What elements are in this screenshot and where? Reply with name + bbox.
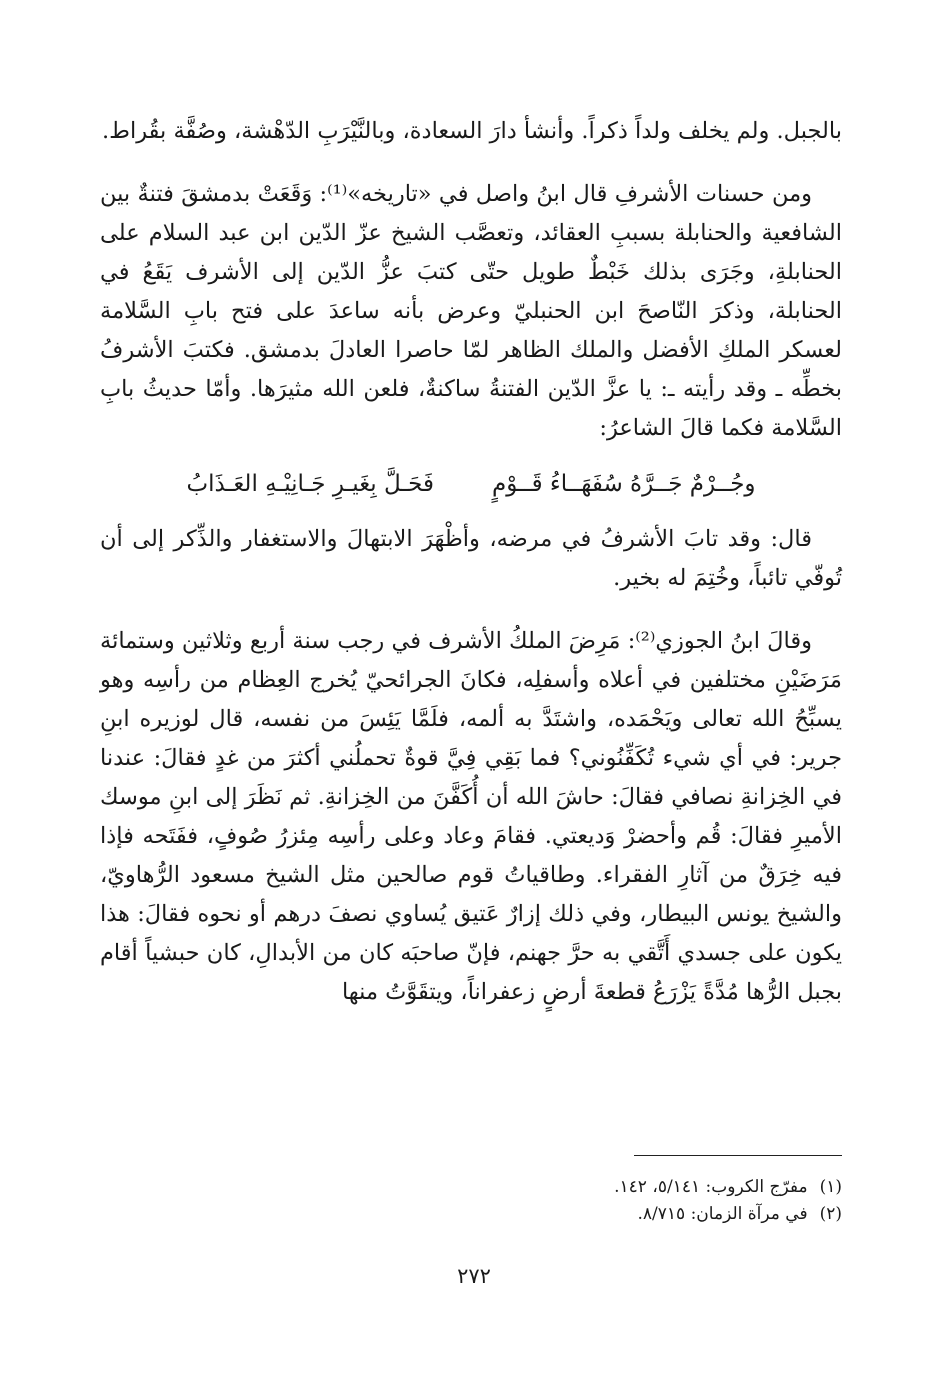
- footnote-1: [342, 1174, 842, 1201]
- footnotes: [342, 1174, 842, 1228]
- paragraph-1: بالجبل. ولم يخلف ولداً ذكراً. وأنشأ دارَ السعادة، وبالنَّيْرَبِ الدّهْشة، وصُفَّة بقُراط.: [102, 118, 842, 144]
- poetry-verse: [100, 464, 842, 504]
- paragraph-2: ومن حسنات الأشرفِ قال ابنُ واصل في «تاريخه»⁽¹⁾: وَقَعَتْ بدمشقَ فتنةٌ بين الشافعية والحنابلة بسببِ العقائد، وتعصَّب الشيخ عزّ الدّين ابن عبد السلام على الحنابلةِ، وجَرَى بذلك خَبْطٌ طويل حتّى كتبَ عزُّ الدّين إلى الأشرف يَقَعُ في الحنابلة، وذكرَ النّاصحَ ابن الحنبليّ وعرض بأنه ساعدَ على فتح بابِ السَّلامة لعسكر الملكِ الأفضل والملك الظاهر لمّا حاصرا العادلَ بدمشق. فكتبَ الأشرفُ بخطِّه ـ وقد رأيته ـ: يا عزَّ الدّين الفتنةُ ساكنةٌ، فلعن الله مثيرَها. وأمّا حديثُ بابِ السَّلامة فكما قالَ الشاعرُ:: [100, 181, 842, 441]
- verse-first-hemistich: وجُــرْمٌ جَــرَّهُ سُفَهَــاءُ قَــوْمٍ: [492, 471, 756, 497]
- footnote-text: مفرّج الكروب: ٥/١٤١، ١٤٢.: [614, 1177, 808, 1197]
- footnote-divider: [634, 1155, 842, 1156]
- page-body: [100, 112, 842, 1012]
- footnote-2: [342, 1201, 842, 1228]
- paragraph-4: وقالَ ابنُ الجوزي⁽²⁾: مَرِضَ الملكُ الأشرف في رجب سنة أربع وثلاثين وستمائة مَرَضَيْنِ مختلفين في أعلاه وأسفلِه، فكانَ الجرائحيّ يُخرج العِظام من رأسِه وهو يسبِّحُ الله تعالى ويَحْمَده، واشتَدَّ به ألمه، فلَمَّا يَئِسَ من نفسه، قال لوزيره ابنِ جرير: في أي شيء تُكَفِّنُوني؟ فما بَقِي فِيَّ قوةٌ تحملُني أكثرَ من غدٍ فقالَ: عندنا في الخِزانةِ نصافي فقالَ: حاشَ الله أن أُكَفَّنَ من الخِزانةِ. ثم نَظَرَ إلى ابنِ موسك الأميرِ فقالَ: قُم وأحضرْ وَديعتي. فقامَ وعاد وعلى رأسِه مِئزرُ صُوفٍ، ففَتَحه فإذا فيه خِرَقٌ من آثارِ الفقراء. وطاقياتُ قوم صالحين مثل الشيخ مسعود الرُّهاويّ، والشيخ يونس البيطار، وفي ذلك إزارٌ عَتيق يُساوي نصفَ درهم أو نحوه فقالَ: هذا يكون على جسدي أَتَّقي به حرَّ جهنم، فإنّ صاحبَه كان من الأبدالِ، كان حبشياً أقام بجبل الرُّها مُدَّةً يَزْرَعُ قطعةَ أرضٍ زعفراناً، ويتقَوَّتُ منها: [100, 628, 842, 1005]
- footnote-number: (٢): [819, 1204, 842, 1224]
- footnote-number: (١): [819, 1177, 842, 1197]
- paragraph-gap: [100, 151, 842, 175]
- verse-second-hemistich: فَحَـلَّ بِغَيـرِ جَـانِيْـهِ العَـذَابُ: [186, 471, 435, 497]
- page-number: ٢٧٢: [457, 1264, 491, 1288]
- paragraph-3: قال: وقد تابَ الأشرفُ في مرضه، وأظْهَرَ الابتهالَ والاستغفار والذِّكر إلى أن تُوفّي تائباً، وخُتِمَ له بخير.: [100, 526, 842, 591]
- footnote-text: في مرآة الزمان: ٨/٧١٥.: [637, 1204, 808, 1224]
- paragraph-gap: [100, 598, 842, 622]
